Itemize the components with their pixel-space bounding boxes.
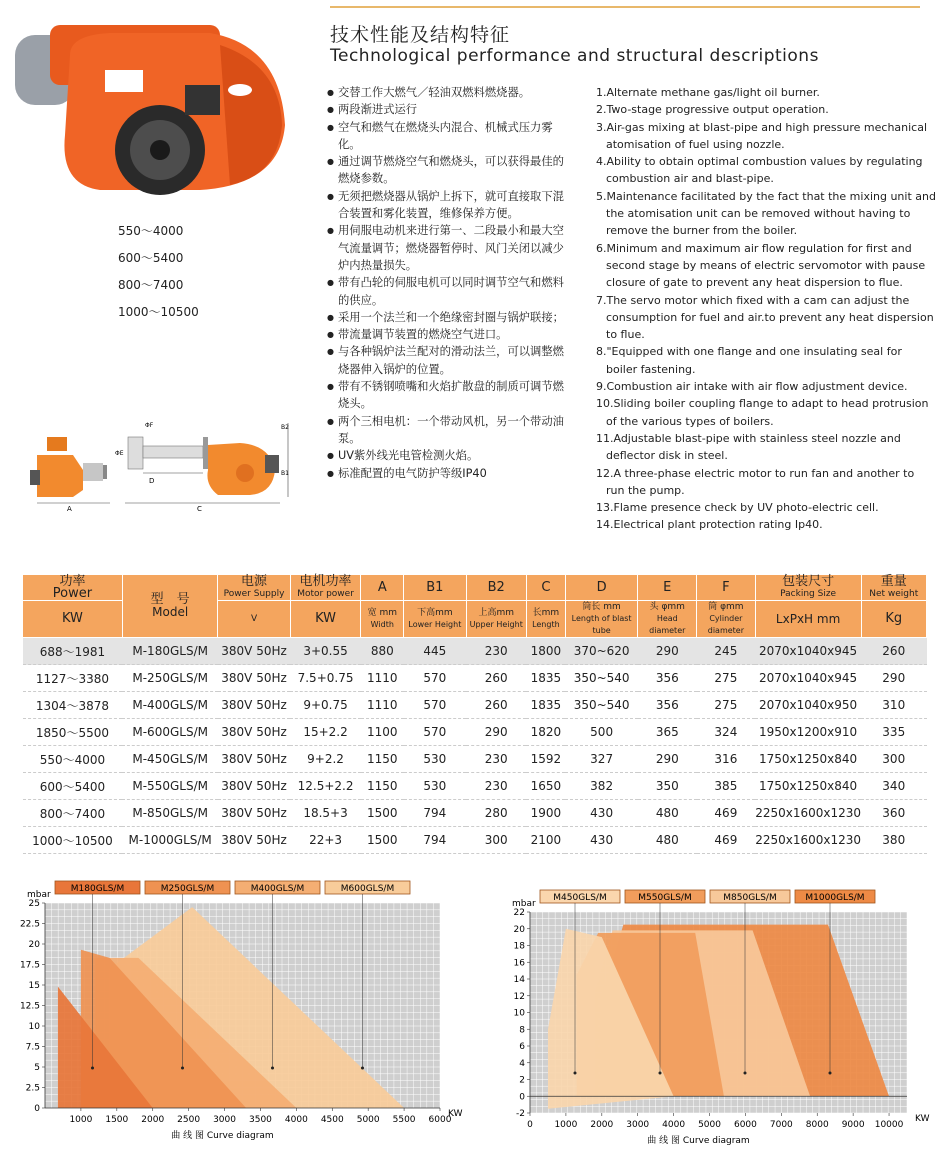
feature-en: 5.Maintenance facilitated by the fact that the mixing unit and the atomisation unit can be removed without having to remove the burner from the boiler. (596, 189, 936, 238)
table-row (23, 638, 927, 665)
table-cell: M-180GLS/M (122, 638, 218, 665)
table-cell: 22+3 (290, 827, 361, 854)
y-tick-label: 22.5 (19, 919, 40, 930)
table-cell: 280 (466, 800, 526, 827)
feature-en: 9.Combustion air intake with air flow adjustment device. (596, 380, 908, 394)
table-cell: 1650 (526, 773, 565, 800)
dim-b1-label: B1 (281, 470, 289, 477)
y-tick-label: 16 (513, 958, 525, 969)
x-tick-label: 8000 (805, 1120, 829, 1130)
legend-label: M250GLS/M (160, 884, 215, 894)
x-tick-label: 1000 (69, 1115, 93, 1125)
table-cell: 275 (697, 665, 756, 692)
x-tick-label: 6000 (733, 1120, 757, 1130)
power-range-list (118, 218, 199, 326)
table-cell: 230 (466, 773, 526, 800)
table-cell: 230 (466, 746, 526, 773)
table-cell: 1592 (526, 746, 565, 773)
feature-cn: ● 采用一个法兰和一个绝缘密封圈与锅炉联接； (327, 309, 567, 326)
x-tick-label: 2500 (177, 1115, 201, 1125)
feature-en: 3.Air-gas mixing at blast-pipe and high pressure mechanical atomisation of fuel using nozzle. (596, 120, 928, 151)
dim-e-label: ΦE (115, 450, 124, 457)
table-cell: 380V 50Hz (218, 665, 290, 692)
x-tick-label: 5000 (698, 1120, 721, 1130)
table-cell: 380 (861, 827, 926, 854)
legend-label: M400GLS/M (250, 884, 305, 894)
table-cell: 335 (861, 719, 926, 746)
table-cell: 380V 50Hz (218, 800, 290, 827)
feature-en: 10.Sliding boiler coupling flange to adapt to head protrusion of the various types of boilers. (596, 397, 929, 428)
feature-cn: ● 带有不锈钢喷嘴和火焰扩散盘的制质可调节燃烧头。 (327, 378, 567, 413)
table-cell: 570 (404, 719, 466, 746)
x-tick-label: 4000 (284, 1115, 308, 1125)
x-tick-label: 9000 (841, 1120, 865, 1130)
table-cell: 2070x1040x950 (755, 692, 861, 719)
table-cell: 380V 50Hz (218, 746, 290, 773)
table-cell: 1950x1200x910 (755, 719, 861, 746)
table-cell: M-550GLS/M (122, 773, 218, 800)
table-cell: 380V 50Hz (218, 827, 290, 854)
feature-en: 6.Minimum and maximum air flow regulation for first and second stage by means of electric servomotor with pause closure of gate to prevent any heat dispersion to flue. (596, 241, 926, 290)
y-tick-label: 17.5 (19, 960, 40, 971)
table-row (23, 692, 927, 719)
x-tick-label: 2000 (141, 1115, 165, 1125)
y-tick-label: 0 (519, 1092, 525, 1103)
col-b2-sub: 上高mm Upper Height (466, 601, 526, 638)
table-cell: 550～4000 (23, 746, 123, 773)
x-tick-label: 0 (527, 1120, 533, 1130)
y-tick-label: 20 (28, 940, 40, 950)
y-tick-label: 14 (513, 975, 525, 985)
col-pack-unit: LxPxH mm (755, 601, 861, 638)
table-cell: M-850GLS/M (122, 800, 218, 827)
dim-b2-label: B2 (281, 424, 289, 431)
legend-pointer-dot (829, 1072, 832, 1075)
table-cell: 245 (697, 638, 756, 665)
x-tick-label: 3500 (249, 1115, 272, 1125)
table-cell: 18.5+3 (290, 800, 361, 827)
x-tick-label: 4000 (662, 1120, 686, 1130)
y-tick-label: 8 (519, 1025, 525, 1036)
x-axis-label: KW (915, 1114, 930, 1124)
y-tick-label: -2 (516, 1109, 525, 1119)
heading-cn: 技术性能及结构特征 (330, 24, 511, 46)
curve-chart-gls-1 (0, 858, 470, 1158)
table-cell: 290 (638, 746, 697, 773)
table-cell: 275 (697, 692, 756, 719)
y-tick-label: 10 (28, 1022, 40, 1032)
x-tick-label: 1500 (105, 1115, 129, 1125)
table-cell: 340 (861, 773, 926, 800)
table-cell: 688～1981 (23, 638, 123, 665)
table-cell: 1750x1250x840 (755, 746, 861, 773)
table-cell: 350~540 (565, 692, 638, 719)
table-cell: 382 (565, 773, 638, 800)
table-cell: M-400GLS/M (122, 692, 218, 719)
feature-cn: ● 交替工作大燃气／轻油双燃料燃烧器。 (327, 84, 567, 101)
table-cell: 1304～3878 (23, 692, 123, 719)
legend-pointer-dot (361, 1067, 364, 1070)
x-tick-label: 3000 (213, 1115, 236, 1125)
dim-f-label: ΦF (145, 422, 154, 429)
table-row (23, 827, 927, 854)
table-cell: 12.5+2.2 (290, 773, 361, 800)
legend-pointer-dot (181, 1067, 184, 1070)
table-cell: 290 (466, 719, 526, 746)
table-cell: 480 (638, 800, 697, 827)
power-range-item: 550～4000 (118, 224, 184, 238)
y-tick-label: 18 (513, 941, 525, 952)
col-weight-unit: Kg (861, 601, 926, 638)
table-cell: 1150 (361, 773, 404, 800)
table-cell: 530 (404, 746, 466, 773)
legend-label: M180GLS/M (70, 884, 125, 894)
feature-en: 7.The servo motor which fixed with a cam can adjust the consumption for fuel and air.to prevent any heat dispersion to flue. (596, 293, 934, 342)
y-tick-label: 4 (519, 1058, 525, 1069)
feature-en: 12.A three-phase electric motor to run fan and another to run the pump. (596, 466, 915, 497)
y-tick-label: 7.5 (25, 1042, 40, 1053)
x-tick-label: 6000 (428, 1115, 452, 1125)
table-cell: 2250x1600x1230 (755, 827, 861, 854)
table-cell: 1000～10500 (23, 827, 123, 854)
table-cell: 350 (638, 773, 697, 800)
col-e-sub: 头 φmm Head diameter (638, 601, 697, 638)
feature-en: 8."Equipped with one flange and one insulating seal for boiler fastening. (596, 345, 902, 376)
table-cell: 570 (404, 665, 466, 692)
feature-list-en (596, 84, 936, 534)
dimension-drawing (25, 415, 305, 515)
dim-d-label: D (149, 477, 155, 485)
y-tick-label: 2.5 (25, 1083, 40, 1094)
feature-cn: ● UV紫外线光电管检测火焰。 (327, 447, 567, 464)
table-cell: 9+2.2 (290, 746, 361, 773)
table-cell: 1850～5500 (23, 719, 123, 746)
feature-cn: ● 通过调节燃烧空气和燃烧头，可以获得最佳的燃烧参数。 (327, 153, 567, 188)
col-pack: 包装尺寸 Packing Size (755, 575, 861, 601)
table-row (23, 773, 927, 800)
feature-cn: ● 两个三相电机：一个带动风机，另一个带动油泵。 (327, 413, 567, 448)
y-tick-label: 5 (34, 1063, 40, 1073)
table-cell: 1900 (526, 800, 565, 827)
heading-rule (330, 6, 920, 8)
feature-en: 13.Flame presence check by UV photo-electric cell. (596, 501, 879, 515)
table-cell: 1835 (526, 692, 565, 719)
legend-label: M600GLS/M (340, 884, 395, 894)
table-row (23, 746, 927, 773)
table-cell: 230 (466, 638, 526, 665)
table-cell: 327 (565, 746, 638, 773)
dim-c-label: C (197, 505, 202, 513)
table-cell: 9+0.75 (290, 692, 361, 719)
legend-label: M550GLS/M (638, 893, 692, 903)
table-cell: 385 (697, 773, 756, 800)
table-row (23, 665, 927, 692)
feature-cn: ● 无须把燃烧器从锅炉上拆下，就可直接取下混合装置和雾化装置，维修保养方便。 (327, 188, 567, 223)
side-view (128, 437, 279, 495)
dim-a-label: A (67, 505, 72, 513)
table-cell: 1110 (361, 692, 404, 719)
x-tick-label: 3000 (626, 1120, 650, 1130)
table-cell: 300 (861, 746, 926, 773)
col-b2: B2 (466, 575, 526, 601)
table-cell: 530 (404, 773, 466, 800)
table-cell: 2070x1040x945 (755, 638, 861, 665)
y-tick-label: 6 (519, 1042, 525, 1052)
feature-en: 1.Alternate methane gas/light oil burner. (596, 86, 820, 99)
feature-list-cn (327, 84, 567, 482)
feature-en: 14.Electrical plant protection rating Ip40. (596, 518, 823, 532)
table-cell: 356 (638, 665, 697, 692)
table-cell: 1100 (361, 719, 404, 746)
table-cell: 316 (697, 746, 756, 773)
feature-cn: ● 空气和燃气在燃烧头内混合、机械式压力雾化。 (327, 119, 567, 154)
table-cell: M-450GLS/M (122, 746, 218, 773)
col-e: E (638, 575, 697, 601)
col-c-sub: 长mm Length (526, 601, 565, 638)
feature-cn: ● 用伺服电动机来进行第一、二段最小和最大空气流量调节；燃烧器暂停时、风门关闭以减少炉内热量损失。 (327, 222, 567, 274)
table-cell: 260 (466, 692, 526, 719)
y-tick-label: 10 (513, 1008, 525, 1019)
table-cell: M-1000GLS/M (122, 827, 218, 854)
table-row (23, 719, 927, 746)
col-d-sub: 筒长 mm Length of blast tube (565, 601, 638, 638)
col-motor: 电机功率 Motor power (290, 575, 361, 601)
table-cell: 1110 (361, 665, 404, 692)
chart-caption: 曲 线 图 Curve diagram (171, 1131, 274, 1141)
table-cell: 350~540 (565, 665, 638, 692)
table-cell: 794 (404, 827, 466, 854)
front-view (30, 437, 107, 497)
table-cell: 469 (697, 827, 756, 854)
curve-chart-gls-2 (475, 858, 950, 1158)
col-supply: 电源 Power Supply (218, 575, 290, 601)
feature-cn: ● 标准配置的电气防护等级IP40 (327, 465, 567, 482)
table-cell: 794 (404, 800, 466, 827)
table-cell: 1820 (526, 719, 565, 746)
table-cell: 2250x1600x1230 (755, 800, 861, 827)
y-tick-label: 20 (513, 924, 525, 935)
feature-en: 11.Adjustable blast-pipe with stainless steel nozzle and deflector disk in steel. (596, 431, 901, 463)
table-cell: 570 (404, 692, 466, 719)
spec-table (22, 574, 927, 854)
table-row (23, 800, 927, 827)
table-cell: 1150 (361, 746, 404, 773)
table-cell: 365 (638, 719, 697, 746)
table-cell: 469 (697, 800, 756, 827)
table-cell: 500 (565, 719, 638, 746)
col-b1: B1 (404, 575, 466, 601)
table-cell: 1127～3380 (23, 665, 123, 692)
y-tick-label: 12 (513, 991, 525, 1002)
feature-en: 2.Two-stage progressive output operation. (596, 103, 829, 117)
x-axis-label: KW (448, 1109, 463, 1119)
table-cell: M-250GLS/M (122, 665, 218, 692)
table-cell: 1500 (361, 827, 404, 854)
legend-label: M1000GLS/M (805, 893, 865, 903)
col-f: F (697, 575, 756, 601)
feature-cn: ● 两段渐进式运行 (327, 101, 567, 118)
col-model: 型 号 Model (122, 575, 218, 638)
power-range-item: 800～7400 (118, 278, 184, 292)
y-tick-label: 25 (28, 899, 40, 909)
col-a-sub: 宽 mm Width (361, 601, 404, 638)
legend-pointer-dot (574, 1072, 577, 1075)
col-power-unit: KW (23, 601, 123, 638)
table-cell: 2070x1040x945 (755, 665, 861, 692)
x-tick-label: 4500 (320, 1115, 344, 1125)
feature-en: 4.Ability to obtain optimal combustion values by regulating combustion air and blast-pipe. (596, 155, 923, 186)
col-c: C (526, 575, 565, 601)
table-cell: 445 (404, 638, 466, 665)
table-cell: 430 (565, 800, 638, 827)
col-d: D (565, 575, 638, 601)
table-cell: 290 (638, 638, 697, 665)
col-weight: 重量 Net weight (861, 575, 926, 601)
table-cell: 260 (466, 665, 526, 692)
table-cell: 1750x1250x840 (755, 773, 861, 800)
legend-label: M450GLS/M (553, 893, 607, 903)
x-tick-label: 1000 (554, 1120, 578, 1130)
table-cell: 360 (861, 800, 926, 827)
table-cell: 260 (861, 638, 926, 665)
x-tick-label: 10000 (874, 1120, 904, 1130)
y-tick-label: 2 (519, 1075, 525, 1086)
feature-cn: ● 带流量调节装置的燃烧空气进口。 (327, 326, 567, 343)
table-cell: 290 (861, 665, 926, 692)
burner-product-image (10, 15, 300, 205)
table-cell: 380V 50Hz (218, 692, 290, 719)
table-cell: 1500 (361, 800, 404, 827)
table-cell: 800～7400 (23, 800, 123, 827)
legend-pointer-dot (659, 1072, 662, 1075)
y-axis-label: mbar (512, 899, 536, 909)
col-power: 功率 Power (23, 575, 123, 601)
table-cell: 7.5+0.75 (290, 665, 361, 692)
table-cell: 380V 50Hz (218, 773, 290, 800)
table-cell: 480 (638, 827, 697, 854)
table-cell: 880 (361, 638, 404, 665)
table-cell: 380V 50Hz (218, 638, 290, 665)
x-tick-label: 2000 (590, 1120, 614, 1130)
table-cell: 356 (638, 692, 697, 719)
table-cell: 600～5400 (23, 773, 123, 800)
legend-pointer-dot (271, 1067, 274, 1070)
power-range-item: 600～5400 (118, 251, 184, 265)
chart-caption: 曲 线 图 Curve diagram (647, 1136, 750, 1146)
col-supply-unit: V (218, 601, 290, 638)
legend-pointer-dot (744, 1072, 747, 1075)
table-cell: 3+0.55 (290, 638, 361, 665)
table-cell: 324 (697, 719, 756, 746)
table-cell: 430 (565, 827, 638, 854)
table-cell: 2100 (526, 827, 565, 854)
feature-cn: ● 与各种锅炉法兰配对的滑动法兰，可以调整燃烧器伸入锅炉的位置。 (327, 343, 567, 378)
col-b1-sub: 下高mm Lower Height (404, 601, 466, 638)
table-cell: 1800 (526, 638, 565, 665)
legend-pointer-dot (91, 1067, 94, 1070)
table-cell: 300 (466, 827, 526, 854)
col-f-sub: 筒 φmm Cylinder diameter (697, 601, 756, 638)
table-cell: 380V 50Hz (218, 719, 290, 746)
legend-label: M850GLS/M (723, 893, 777, 903)
y-tick-label: 15 (28, 981, 40, 991)
y-tick-label: 12.5 (19, 1001, 40, 1012)
y-tick-label: 22 (513, 908, 525, 918)
x-tick-label: 5500 (392, 1115, 416, 1125)
table-cell: 15+2.2 (290, 719, 361, 746)
y-axis-label: mbar (27, 890, 51, 900)
y-tick-label: 0 (34, 1104, 40, 1114)
table-cell: 370~620 (565, 638, 638, 665)
x-tick-label: 5000 (356, 1115, 380, 1125)
table-cell: 1835 (526, 665, 565, 692)
power-range-item: 1000～10500 (118, 305, 199, 319)
feature-cn: ● 带有凸轮的伺服电机可以同时调节空气和燃料的供应。 (327, 274, 567, 309)
table-cell: 310 (861, 692, 926, 719)
table-cell: M-600GLS/M (122, 719, 218, 746)
heading-en: Technological performance and structural descriptions (330, 46, 819, 66)
col-a: A (361, 575, 404, 601)
x-tick-label: 7000 (769, 1120, 793, 1130)
col-motor-unit: KW (290, 601, 361, 638)
